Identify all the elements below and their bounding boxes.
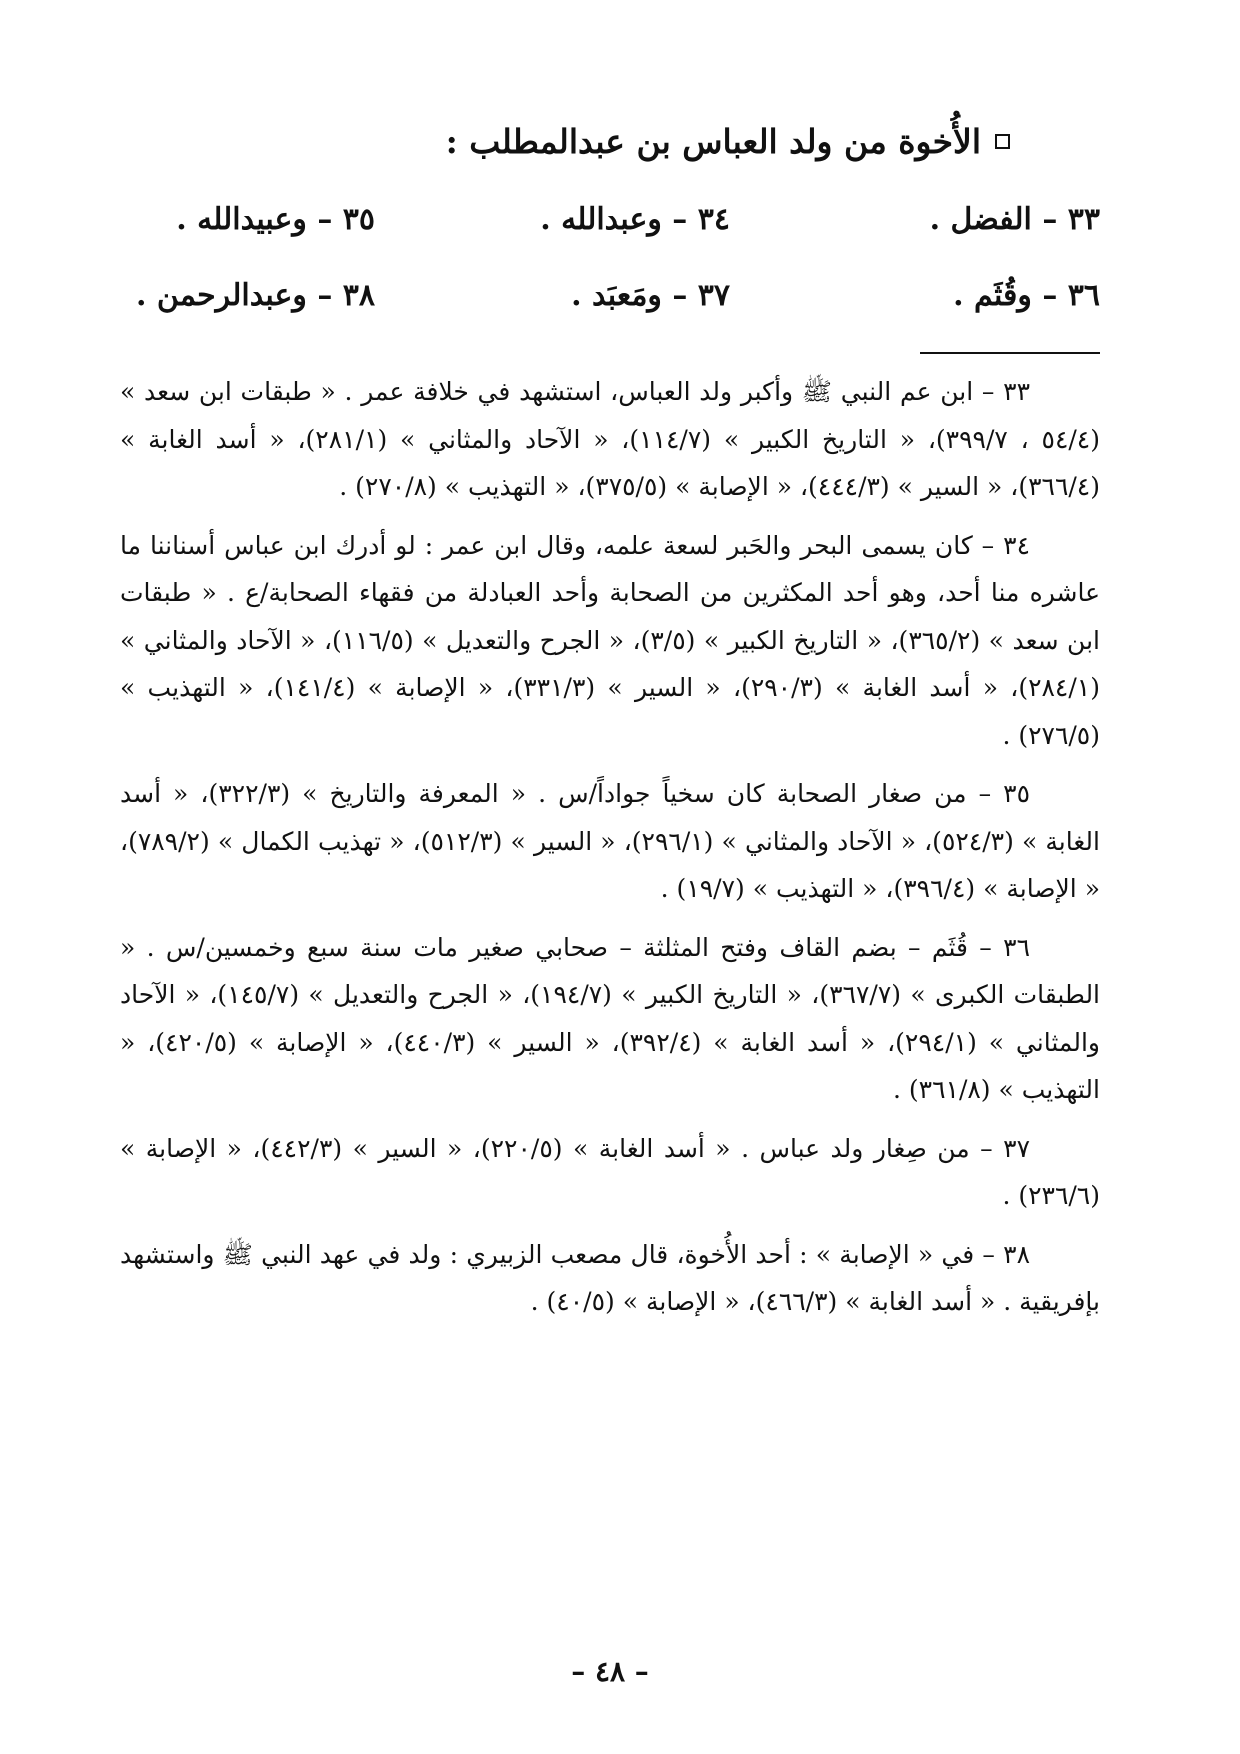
names-row [120, 202, 1100, 252]
book-page [120, 110, 1100, 1690]
footnote: ٣٨ – في « الإصابة » : أحد الأُخوة، قال مصعب الزبيري : ولد في عهد النبي ﷺ واستشهد بإفريقية . « أسد الغابة » (٤٦٦/٣)، « الإصابة » (٤٠/٥) . [120, 1239, 1100, 1316]
name-entry: ٣٥ – وعبيدالله . [176, 202, 375, 237]
footnote: ٣٧ – من صِغار ولد عباس . « أسد الغابة » (٢٢٠/٥)، « السير » (٤٤٢/٣)، « الإصابة » (٢٣٦/٦) . [120, 1133, 1100, 1210]
footnote: ٣٦ – قُثَم – بضم القاف وفتح المثلثة – صحابي صغير مات سنة سبع وخمسين/س . « الطبقات الكبرى » (٣٦٧/٧)، « التاريخ الكبير » (١٩٤/٧)، « الجرح والتعديل » (١٤٥/٧)، « الآحاد والمثاني » (٢٩٤/١)، « أسد الغابة » (٣٩٢/٤)، « السير » (٤٤٠/٣)، « الإصابة » (٤٢٠/٥)، « التهذيب » (٣٦١/٨) . [120, 932, 1101, 1104]
footnote: ٣٣ – ابن عم النبي ﷺ وأكبر ولد العباس، استشهد في خلافة عمر . « طبقات ابن سعد » (٥٤/٤ ، ٣٩٩/٧)، « التاريخ الكبير » (١١٤/٧)، « الآحاد والمثاني » (٢٨١/١)، « أسد الغابة » (٣٦٦/٤)، « السير » (٤٤٤/٣)، « الإصابة » (٣٧٥/٥)، « التهذيب » (٢٧٠/٨) . [120, 377, 1100, 501]
section-heading [446, 122, 1010, 161]
name-entry: ٣٦ – وقُثَم . [953, 278, 1100, 313]
footnote-divider [920, 352, 1100, 354]
name-entry: ٣٨ – وعبدالرحمن . [136, 278, 375, 313]
name-entry: ٣٣ – الفضل . [929, 202, 1100, 237]
names-row [120, 278, 1100, 328]
footnote: ٣٥ – من صغار الصحابة كان سخياً جواداً/س . « المعرفة والتاريخ » (٣٢٢/٣)، « أسد الغابة » (٥٢٤/٣)، « الآحاد والمثاني » (٢٩٦/١)، « السير » (٥١٢/٣)، « تهذيب الكمال » (٧٨٩/٢)، « الإصابة » (٣٩٦/٤)، « التهذيب » (١٩/٧) . [120, 779, 1100, 903]
name-entry: ٣٤ – وعبدالله . [540, 202, 730, 237]
name-entry: ٣٧ – ومَعبَد . [571, 278, 730, 313]
footnotes [120, 368, 1100, 1337]
section-heading-text: الأُخوة من ولد العباس بن عبدالمطلب : [445, 122, 981, 161]
page-number: – ٤٨ – [571, 1655, 649, 1688]
square-bullet-icon [995, 134, 1010, 149]
footnote: ٣٤ – كان يسمى البحر والحَبر لسعة علمه، وقال ابن عمر : لو أدرك ابن عباس أسناننا ما عاشره منا أحد، وهو أحد المكثرين من الصحابة وأحد العبادلة من فقهاء الصحابة/ع . « طبقات ابن سعد » (٣٦٥/٢)، « التاريخ الكبير » (٣/٥)، « الجرح والتعديل » (١١٦/٥)، « الآحاد والمثاني » (٢٨٤/١)، « أسد الغابة » (٢٩٠/٣)، « السير » (٣٣١/٣)، « الإصابة » (١٤١/٤)، « التهذيب » (٢٧٦/٥) . [120, 530, 1100, 750]
